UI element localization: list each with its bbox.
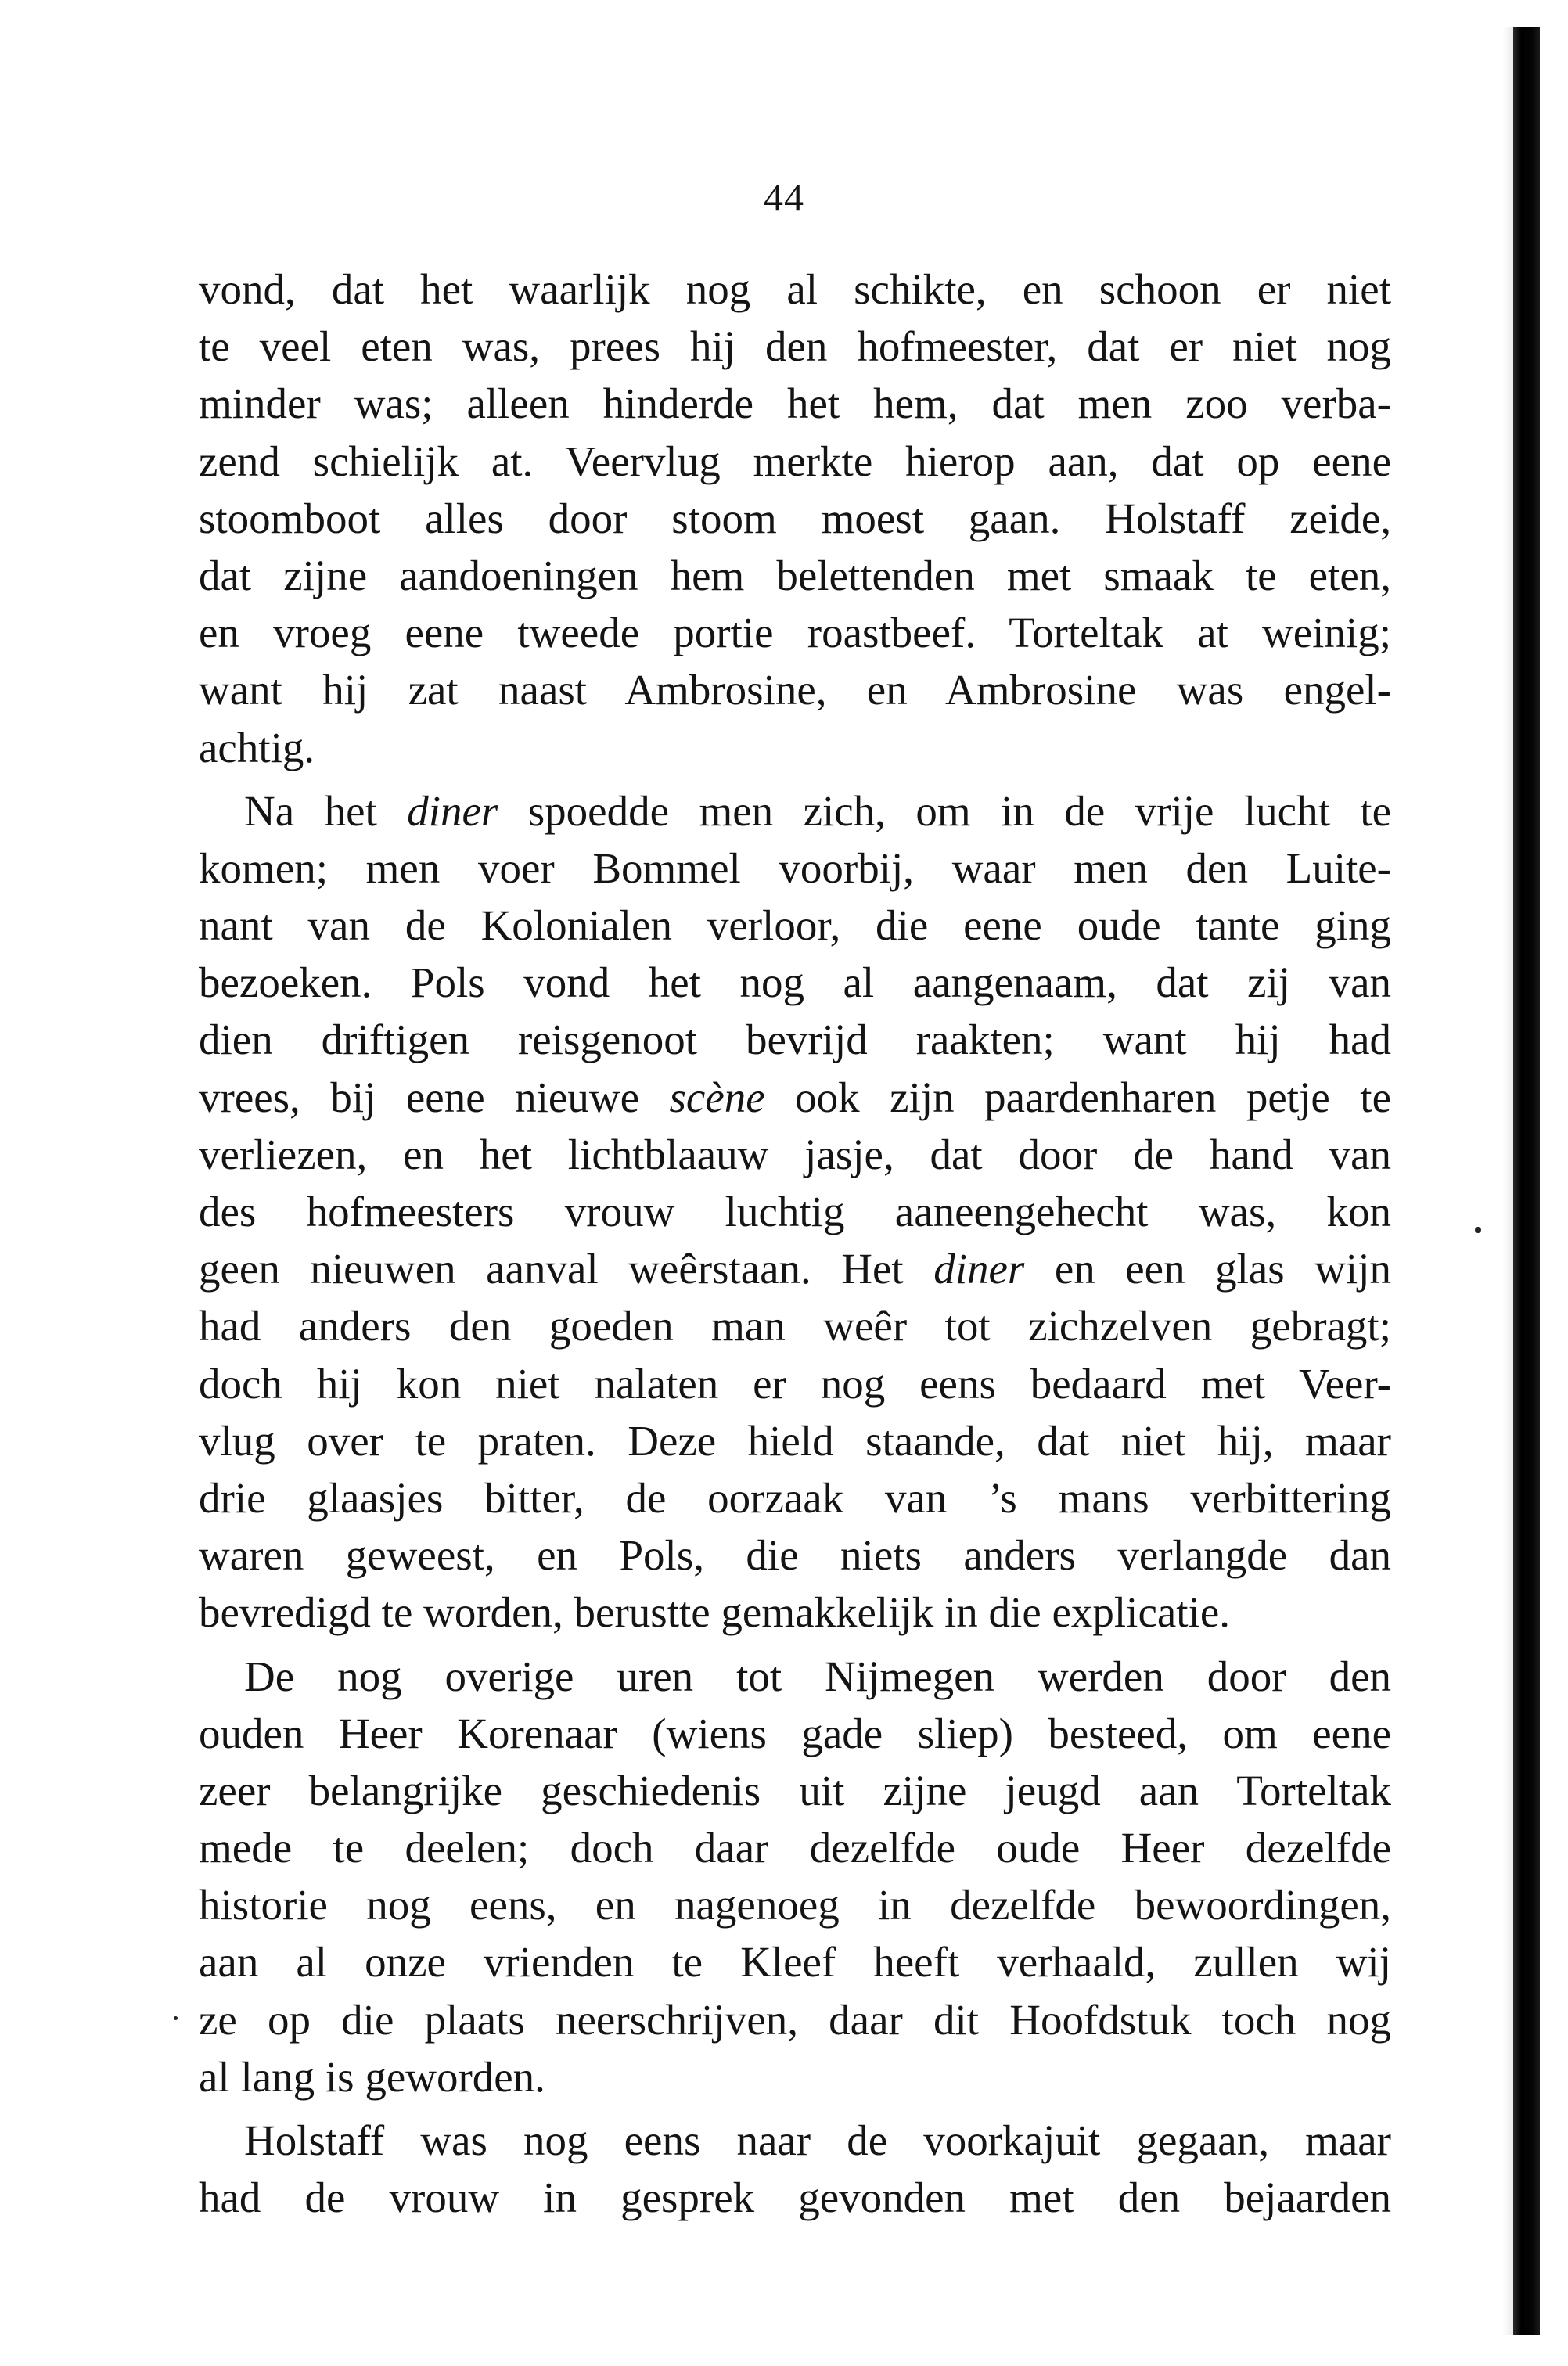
italic-word: diner	[407, 786, 498, 835]
text-line	[199, 1762, 1391, 1819]
text-segment: vlug over te praten. Deze hield staande, dat niet hij, maar	[199, 1416, 1391, 1465]
text-segment: historie nog eens, en nagenoeg in dezelfde bewoordingen,	[199, 1881, 1391, 1929]
text-line	[199, 318, 1391, 375]
page-number: 44	[764, 175, 804, 219]
text-line	[199, 2169, 1391, 2226]
text-line	[199, 840, 1391, 897]
body-text	[199, 261, 1391, 2226]
text-line	[199, 1355, 1391, 1412]
text-line	[199, 1412, 1391, 1469]
text-line	[199, 1069, 1391, 1126]
text-segment: Holstaff was nog eens naar de voorkajuit gegaan, maar	[244, 2116, 1391, 2164]
text-line	[199, 1876, 1391, 1933]
text-segment: De nog overige uren tot Nijmegen werden door den	[244, 1652, 1391, 1700]
text-segment: komen; men voer Bommel voorbij, waar men den Luite-	[199, 843, 1391, 892]
text-line	[199, 2048, 1391, 2105]
text-line	[199, 1297, 1391, 1354]
text-line	[199, 433, 1391, 490]
text-segment: want hij zat naast Ambrosine, en Ambrosine was engel-	[199, 666, 1391, 714]
italic-word: diner	[933, 1245, 1025, 1293]
text-segment: ze op die plaats neerschrijven, daar dit Hoofdstuk toch nog	[199, 1995, 1391, 2044]
text-segment: al lang is geworden.	[199, 2052, 545, 2101]
paragraph-gap	[199, 1641, 1391, 1648]
text-segment: achtig.	[199, 723, 315, 771]
binding-shadow	[1502, 27, 1513, 2335]
binding-edge	[1513, 27, 1540, 2335]
text-line	[199, 2112, 1391, 2169]
text-segment: vond, dat het waarlijk nog al schikte, en schoon er niet	[199, 265, 1391, 313]
text-segment: zend schielijk at. Veervlug merkte hierop aan, dat op eene	[199, 437, 1391, 485]
text-line	[199, 1991, 1391, 2048]
text-segment: des hofmeesters vrouw luchtig aaneengehecht was, kon	[199, 1188, 1391, 1235]
text-segment: had anders den goeden man weêr tot zichzelven gebragt;	[199, 1302, 1391, 1350]
text-line	[199, 261, 1391, 318]
text-line	[199, 1819, 1391, 1876]
text-segment: bevredigd te worden, berustte gemakkelijk in die explicatie.	[199, 1588, 1231, 1637]
text-segment: zeer belangrijke geschiedenis uit zijne jeugd aan Torteltak	[199, 1766, 1391, 1814]
text-line	[199, 782, 1391, 840]
text-segment: bezoeken. Pols vond het nog al aangenaam, dat zij van	[199, 958, 1391, 1007]
text-line	[199, 1469, 1391, 1526]
text-line	[199, 1584, 1391, 1641]
text-segment: geen nieuwen aanval weêrstaan. Het	[199, 1245, 934, 1293]
text-line	[199, 1126, 1391, 1183]
scan-speck	[1475, 1227, 1481, 1233]
text-line	[199, 1183, 1391, 1240]
scan-speck	[174, 2016, 178, 2020]
text-segment: vrees, bij eene nieuwe	[199, 1073, 670, 1121]
text-line	[199, 954, 1391, 1011]
text-segment: stoomboot alles door stoom moest gaan. Holstaff zeide,	[199, 494, 1391, 542]
text-segment: dien driftigen reisgenoot bevrijd raakten; want hij had	[199, 1016, 1391, 1064]
text-line	[199, 1240, 1391, 1297]
text-segment: had de vrouw in gesprek gevonden met den bejaarden	[199, 2174, 1391, 2222]
text-segment: drie glaasjes bitter, de oorzaak van ’s mans verbittering	[199, 1473, 1391, 1522]
text-line	[199, 1648, 1391, 1705]
text-line	[199, 897, 1391, 954]
text-segment: verliezen, en het lichtblaauw jasje, dat door de hand van	[199, 1130, 1391, 1178]
text-segment: ook zijn paardenharen petje te	[764, 1073, 1391, 1121]
text-segment: en een glas wijn	[1024, 1245, 1391, 1293]
italic-word: scène	[669, 1073, 765, 1121]
text-line	[199, 1011, 1391, 1068]
text-segment: mede te deelen; doch daar dezelfde oude Heer dezelfde	[199, 1824, 1391, 1872]
text-segment: minder was; alleen hinderde het hem, dat men zoo verba-	[199, 379, 1391, 428]
text-segment: doch hij kon niet nalaten er nog eens bedaard met Veer-	[199, 1359, 1391, 1408]
text-line	[199, 547, 1391, 604]
text-line	[199, 661, 1391, 718]
text-line	[199, 1933, 1391, 1990]
text-line	[199, 1526, 1391, 1584]
text-line	[199, 490, 1391, 547]
text-segment: nant van de Kolonialen verloor, die eene oude tante ging	[199, 901, 1391, 950]
text-segment: ouden Heer Korenaar (wiens gade sliep) besteed, om eene	[199, 1709, 1391, 1757]
text-segment: aan al onze vrienden te Kleef heeft verhaald, zullen wij	[199, 1938, 1391, 1987]
paragraph-gap	[199, 2105, 1391, 2112]
text-segment: en vroeg eene tweede portie roastbeef. Torteltak at weinig;	[199, 609, 1391, 657]
text-segment: te veel eten was, prees hij den hofmeester, dat er niet nog	[199, 322, 1391, 371]
text-segment: dat zijne aandoeningen hem belettenden met smaak te eten,	[199, 551, 1391, 599]
text-line	[199, 719, 1391, 776]
text-segment: Na het	[244, 786, 408, 835]
paragraph-gap	[199, 776, 1391, 782]
text-line	[199, 604, 1391, 661]
text-segment: spoedde men zich, om in de vrije lucht te	[498, 786, 1391, 835]
text-line	[199, 375, 1391, 432]
text-segment: waren geweest, en Pols, die niets anders verlangde dan	[199, 1531, 1391, 1580]
text-line	[199, 1705, 1391, 1762]
